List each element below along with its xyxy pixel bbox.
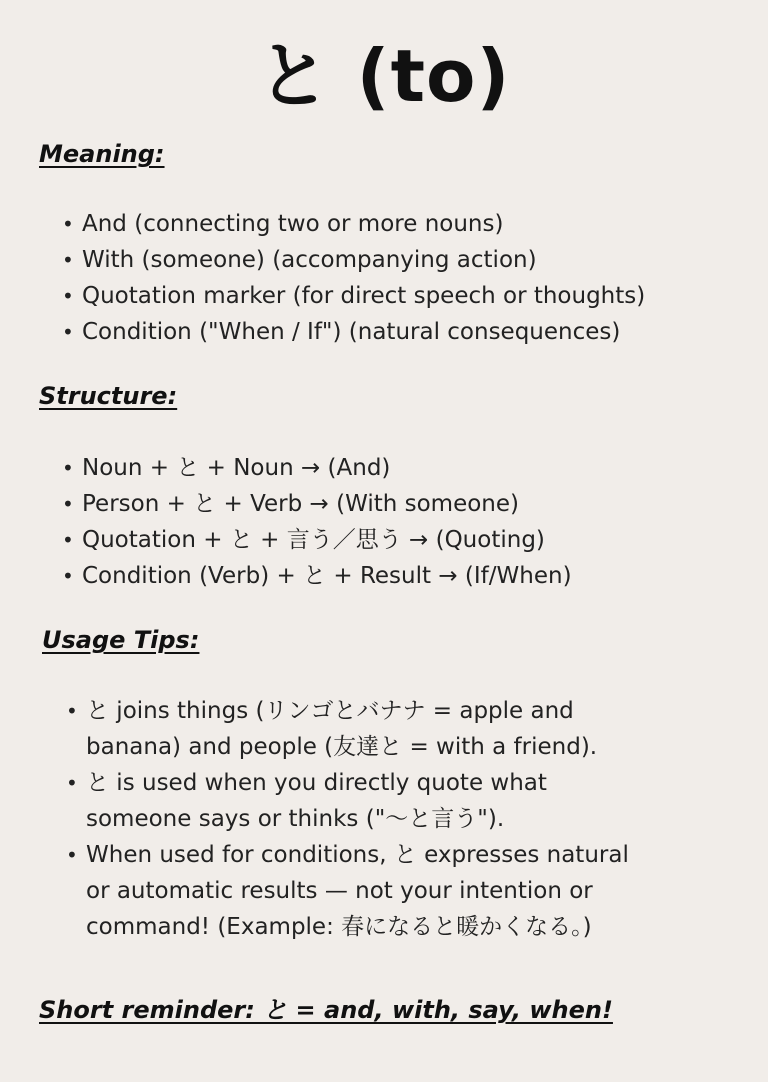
bullet-icon: •	[66, 699, 78, 723]
bullet-icon: •	[62, 284, 74, 308]
bullet-icon: •	[62, 492, 74, 516]
bullet-icon: •	[66, 771, 78, 795]
list-item: • And (connecting two or more nouns)	[60, 206, 645, 242]
bullet-icon: •	[62, 212, 74, 236]
structure-list	[60, 450, 572, 594]
list-item: • Person + と + Verb → (With someone)	[60, 486, 572, 522]
list-item: • Noun + と + Noun → (And)	[60, 450, 572, 486]
bullet-icon: •	[62, 320, 74, 344]
structure-heading: Structure:	[39, 382, 178, 410]
bullet-icon: •	[62, 564, 74, 588]
list-item: • Quotation marker (for direct speech or thoughts)	[60, 278, 645, 314]
list-item: • With (someone) (accompanying action)	[60, 242, 645, 278]
bullet-icon: •	[62, 456, 74, 480]
usage-tips-list	[64, 693, 629, 945]
page-title: と (to)	[257, 34, 511, 118]
list-item: • When used for conditions, と expresses natural or automatic results — not your intention or command! (Example: 春になると暖かくなる。)	[64, 837, 629, 945]
list-item: • Quotation + と + 言う／思う → (Quoting)	[60, 522, 572, 558]
list-item: • と joins things (リンゴとバナナ = apple and banana) and people (友達と = with a friend).	[64, 693, 629, 765]
meaning-heading: Meaning:	[39, 140, 165, 168]
meaning-list	[60, 206, 645, 350]
bullet-icon: •	[62, 528, 74, 552]
list-item: • と is used when you directly quote what someone says or thinks ("〜と言う").	[64, 765, 629, 837]
bullet-icon: •	[66, 843, 78, 867]
usage-tips-heading: Usage Tips:	[42, 626, 200, 654]
short-reminder: Short reminder: と = and, with, say, when!	[39, 996, 613, 1024]
list-item: • Condition (Verb) + と + Result → (If/When)	[60, 558, 572, 594]
bullet-icon: •	[62, 248, 74, 272]
list-item: • Condition ("When / If") (natural consequences)	[60, 314, 645, 350]
